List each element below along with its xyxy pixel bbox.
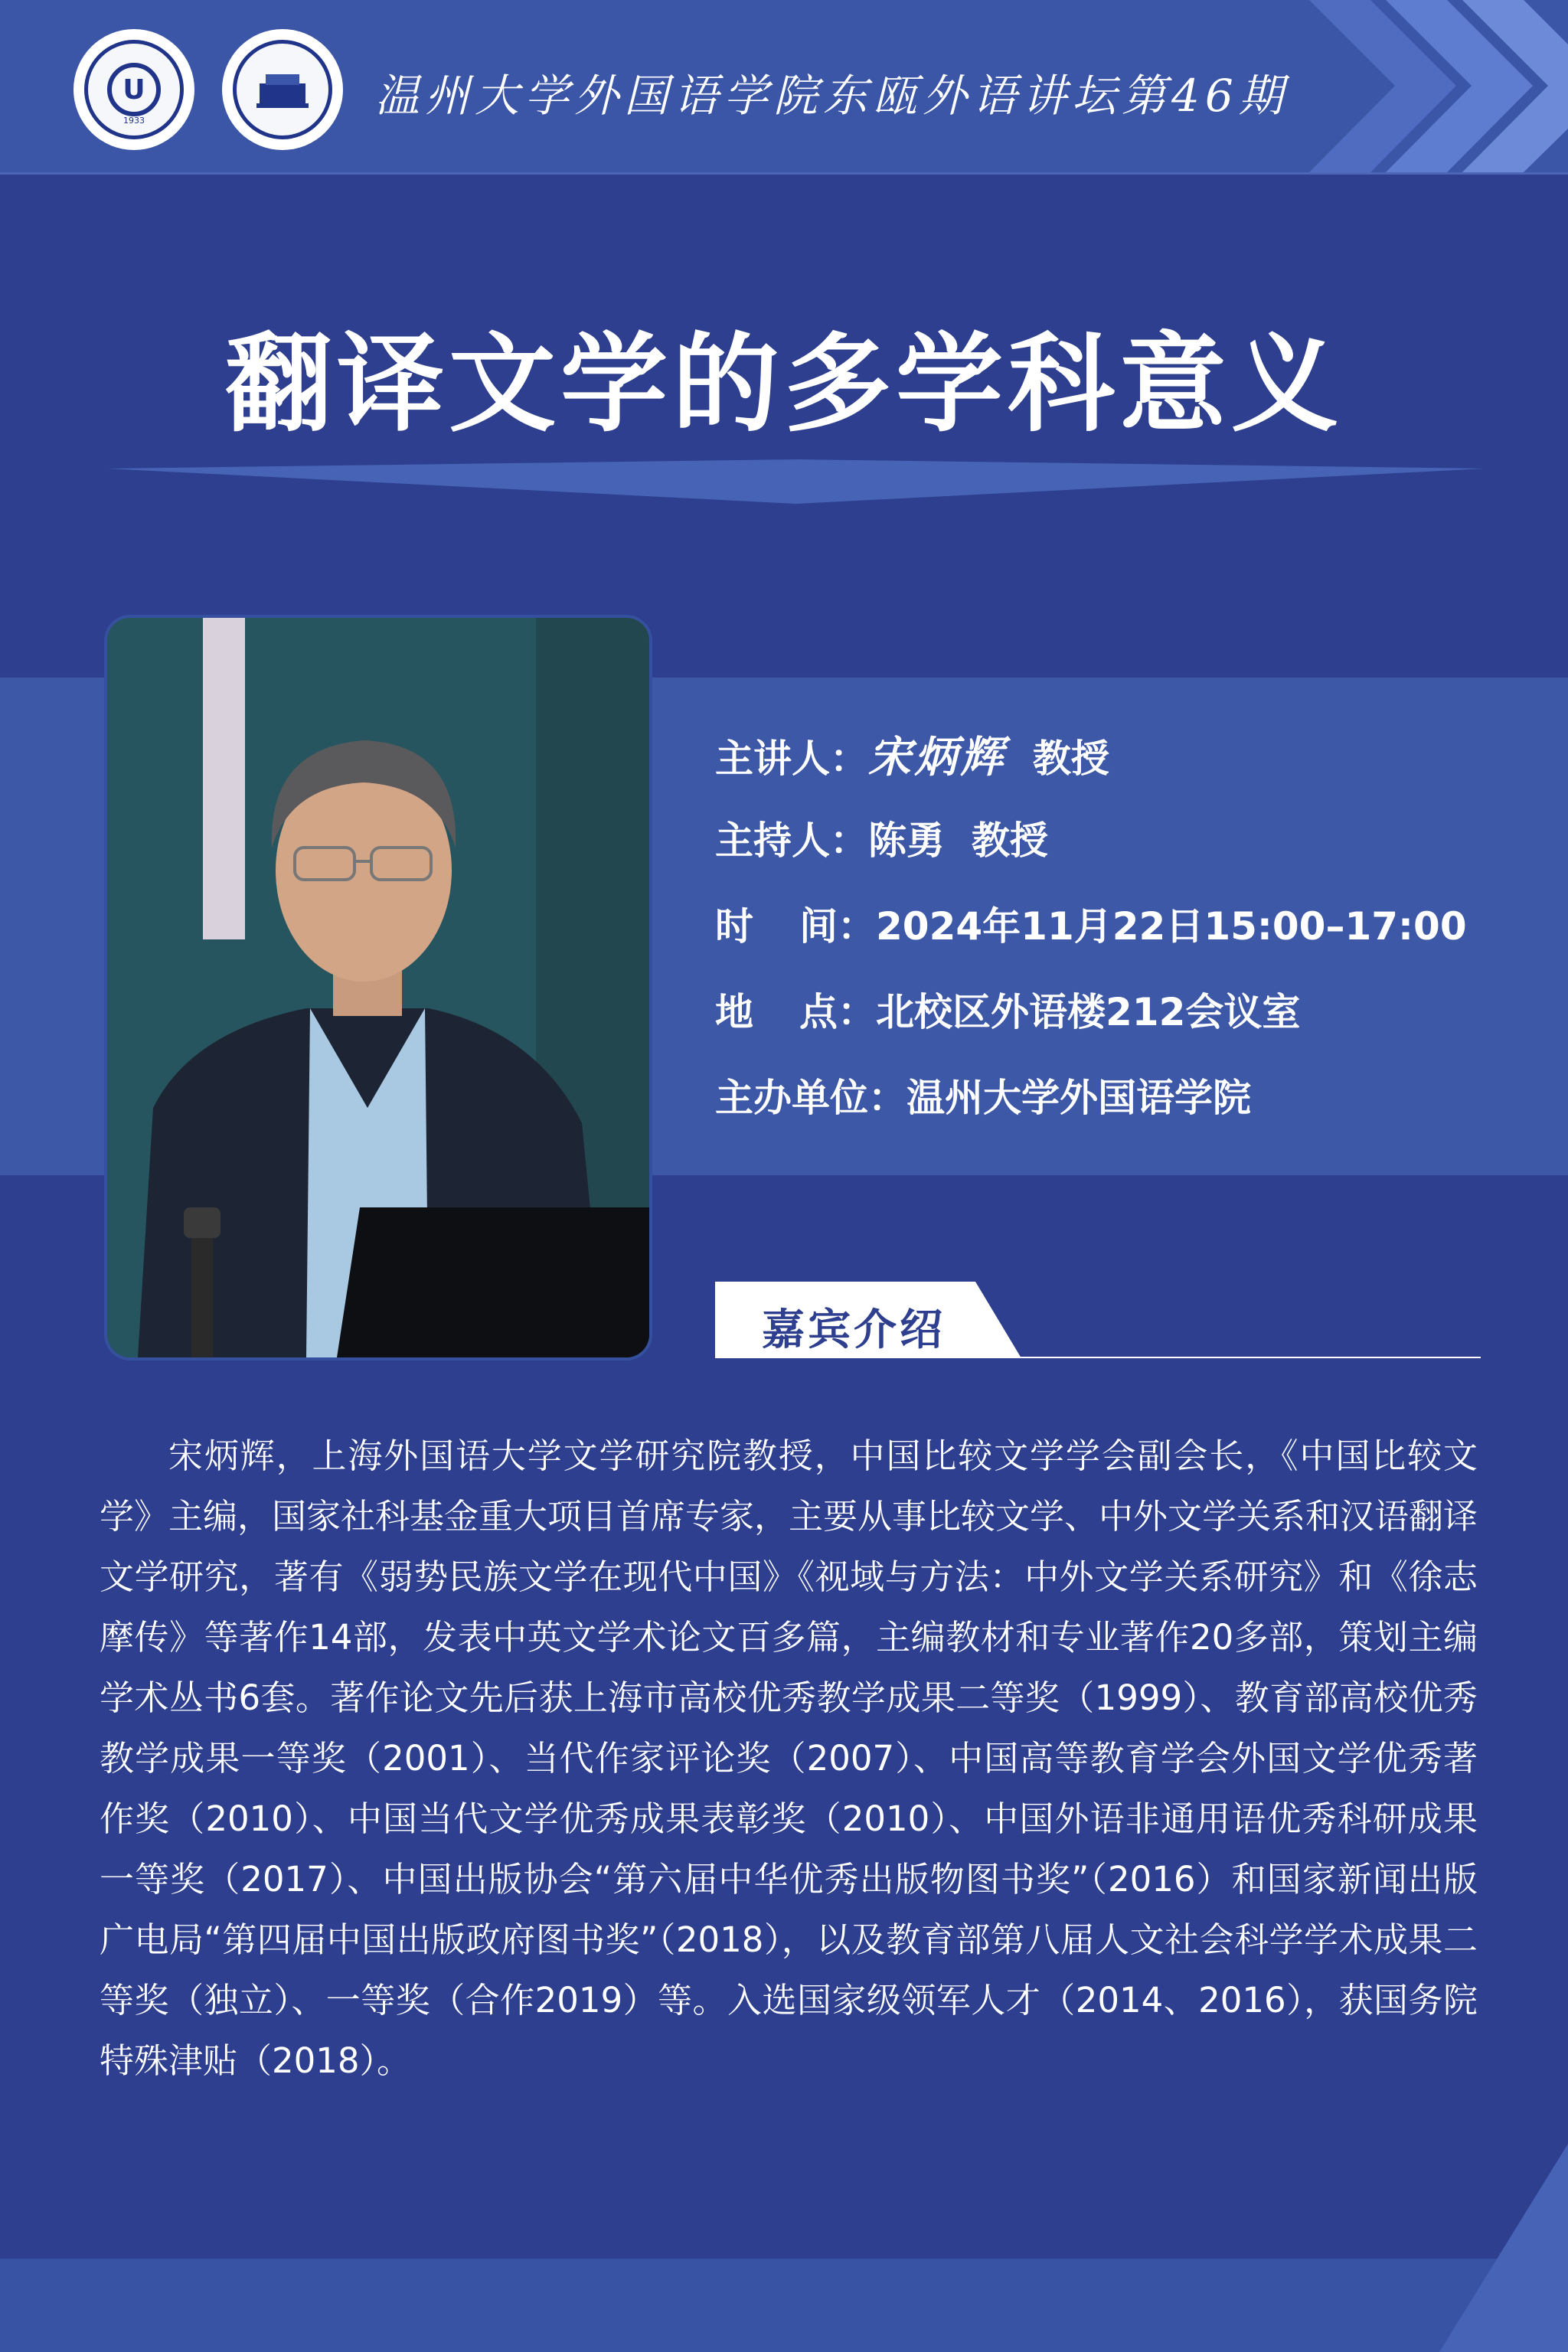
guest-heading-rule xyxy=(715,1357,1481,1358)
college-logo xyxy=(222,29,343,150)
place-value: 北校区外语楼212会议室 xyxy=(876,990,1301,1034)
title-underline xyxy=(107,459,1485,505)
svg-text:1933: 1933 xyxy=(123,116,145,126)
speaker-title: 教授 xyxy=(1032,737,1109,781)
organizer-row xyxy=(715,1067,1251,1122)
time-row xyxy=(715,896,1467,951)
place-label-b: 点： xyxy=(799,990,876,1034)
host-label: 主持人： xyxy=(715,818,868,863)
host-value: 陈勇 教授 xyxy=(868,818,1048,863)
svg-text:U: U xyxy=(122,74,145,106)
lecture-series-title: 温州大学外国语学院东瓯外语讲坛第46期 xyxy=(375,70,1289,122)
university-logo xyxy=(74,29,194,150)
speaker-label: 主讲人： xyxy=(715,737,868,781)
time-value: 2024年11月22日15:00–17:00 xyxy=(876,904,1467,949)
place-row xyxy=(715,982,1300,1037)
time-label-b: 间： xyxy=(799,904,876,949)
footer-corner-decoration xyxy=(1393,2144,1568,2352)
page-title: 翻译文学的多学科意义 xyxy=(224,322,1343,447)
speaker-row xyxy=(715,724,1109,785)
place-label-a: 地 xyxy=(715,990,753,1034)
organizer-value: 温州大学外国语学院 xyxy=(906,1076,1251,1120)
guest-bio: 宋炳辉，上海外国语大学文学研究院教授，中国比较文学学会副会长，《中国比较文学》主编，国家社科基金重大项目首席专家，主要从事比较文学、中外文学关系和汉语翻译文学研究，著有《弱势民族文学在现代中国》《视域与方法：中外文学关系研究》和《徐志摩传》等著作14部，发表中英文学术论文百多篇，主编教材和专业著作20多部，策划主编学术丛书6套。著作论文先后获上海市高校优秀教学成果二等奖（1999）、教育部高校优秀教学成果一等奖（2001）、当代作家评论奖（2007）、中国高等教育学会外国文学优秀著作奖（2010）、中国当代文学优秀成果表彰奖（2010）、中国外语非通用语优秀科研成果一等奖（2017）、中国出版协会“第六届中华优秀出版物图书奖”（2016）和国家新闻出版广电局“第四届中国出版政府图书奖”（2018），以及教育部第八届人文社会科学学术成果二等奖（独立）、一等奖（合作2019）等。入选国家级领军人才（2014、2016），获国务院特殊津贴（2018）。 xyxy=(100,1436,1478,2081)
speaker-photo xyxy=(107,618,649,1357)
footer-band xyxy=(0,2259,1568,2352)
organizer-label: 主办单位： xyxy=(715,1076,906,1120)
speaker-name: 宋炳辉 xyxy=(868,732,1006,782)
header-divider xyxy=(0,172,1568,175)
guest-intro-heading: 嘉宾介绍 xyxy=(762,1305,946,1355)
host-row xyxy=(715,810,1048,865)
time-label-a: 时 xyxy=(715,904,753,949)
